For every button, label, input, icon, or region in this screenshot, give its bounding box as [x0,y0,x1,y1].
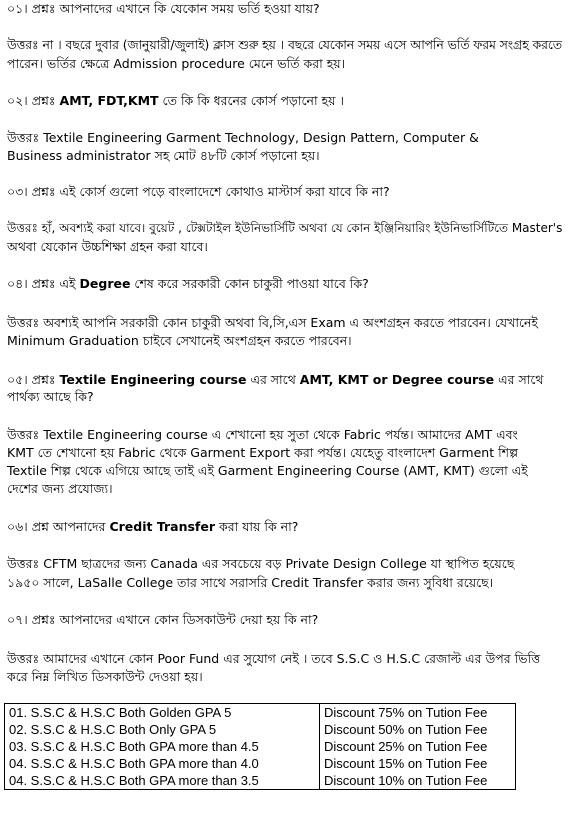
answer-7-line-1: উত্তরঃ আমাদের এখানে কোন Poor Fund এর সুযোগ নেই । তবে S.S.C ও H.S.C রেজাল্ট এর উপর ভিত্তি [7,651,541,666]
answer-5-line-2: KMT তে শেখানো হয় Fabric থেকে Garment Export করা পর্যন্ত। যেহেতু বাংলাদেশ Garment শিল্প [7,445,518,460]
discount-value: Discount 15% on Tution Fee [320,755,516,772]
question-4-bold: Degree [79,276,131,291]
question-2-prefix: ০২। প্রশ্নঃ [7,93,60,108]
discount-criteria: 02. S.S.C & H.S.C Both Only GPA 5 [5,721,320,738]
question-6-prefix: ০৬। প্রশ্ন আপনাদের [7,519,110,534]
question-5-line-2: পার্থক্য আছে কি? [7,389,94,404]
answer-2-line-1: উত্তরঃ Textile Engineering Garment Technology, Design Pattern, Computer & [7,130,479,145]
discount-value: Discount 75% on Tution Fee [320,704,516,722]
answer-1-line-1: উত্তরঃ না । বছরে দুবার (জানুয়ারী/জুলাই) ক্লাস শুরু হয় । বছরে যেকোন সময় এসে আপনি ভর্তি ফরম সংগ্রহ করতে [7,38,562,52]
discount-table [4,703,516,790]
answer-5-line-3: Textile শিল্প থেকে এগিয়ে আছে তাই এই Garment Engineering Course (AMT, KMT) গুলো এই [7,463,528,478]
discount-criteria: 03. S.S.C & H.S.C Both GPA more than 4.5 [5,738,320,755]
answer-3-line-1: উত্তরঃ হাঁ, অবশ্যই করা যাবে। বুয়েট , টেক্সটাইল ইউনিভার্সিটি অথবা যে কোন ইঞ্জিনিয়ারিং ইউনিভার্সিটিতে Master's [7,221,563,235]
question-3: ০৩। প্রশ্নঃ এই কোর্স গুলো পড়ে বাংলাদেশে কোথাও মাস্টার্স করা যাবে কি না? [7,184,390,199]
question-5 [7,371,543,388]
discount-criteria: 04. S.S.C & H.S.C Both GPA more than 4.0 [5,755,320,772]
question-1: ০১। প্রশ্নঃ আপনাদের এখানে কি যেকোন সময় ভর্তি হওয়া যায়? [7,1,320,16]
question-5-bold: Textile Engineering course [59,372,247,387]
question-2-suffix: তে কি কি ধরনের কোর্স পড়ানো হয় । [158,93,344,108]
table-row [5,755,516,772]
answer-5-line-1: উত্তরঃ Textile Engineering course এ শেখানো হয় সুতা থেকে Fabric পর্যন্ত। আমাদের AMT এবং [7,427,518,442]
answer-5-line-4: দেশের জন্য প্রযোজ্য। [7,481,113,496]
question-5-bold-2: AMT, KMT or Degree course [299,372,495,387]
question-5-middle: এর সাথে [246,372,300,387]
table-row [5,772,516,790]
discount-value: Discount 25% on Tution Fee [320,738,516,755]
answer-4-line-1: উত্তরঃ অবশ্যই আপনি সরকারী কোন চাকুরী অথবা বি,সি,এস Exam এ অংশগ্রহন করতে পারবেন। যেখানেই [7,315,538,330]
question-2-bold: AMT, FDT,KMT [59,93,159,108]
answer-4-line-2: Minimum Graduation চাইবে সেখানেই অংশগ্রহন করতে পারবেন। [7,333,352,348]
question-4-suffix: শেষ করে সরকারী কোন চাকুরী পাওয়া যাবে কি? [130,276,369,291]
discount-criteria: 04. S.S.C & H.S.C Both GPA more than 3.5 [5,772,320,790]
question-6-bold: Credit Transfer [109,519,216,534]
table-row [5,738,516,755]
question-2 [7,92,344,109]
answer-7-line-2: করে নিম্ন লিখিত ডিসকাউন্ট দেওয়া হয়। [7,669,203,684]
table-row [5,721,516,738]
answer-6-line-1: উত্তরঃ CFTM ছাত্রদের জন্য Canada এর সবচেয়ে বড় Private Design College যা স্থাপিত হয়েছে [7,556,515,571]
question-6-suffix: করা যায় কি না? [215,519,299,534]
discount-value: Discount 10% on Tution Fee [320,772,516,790]
discount-value: Discount 50% on Tution Fee [320,721,516,738]
table-row [5,704,516,722]
question-4-prefix: ০৪। প্রশ্নঃ এই [7,276,80,291]
question-4 [7,275,369,292]
answer-6-line-2: ১৯৫০ সালে, LaSalle College তার সাথে সরাসরি Credit Transfer করার জন্য সুবিধা রয়েছে। [7,575,494,590]
question-5-suffix: এর সাথে [494,372,544,387]
discount-criteria: 01. S.S.C & H.S.C Both Golden GPA 5 [5,704,320,722]
question-6 [7,518,298,535]
question-7: ০৭। প্রশ্নঃ আপনাদের এখানে কোন ডিসকাউন্ট দেয়া হয় কি না? [7,612,319,627]
answer-3-line-2: অথবা যেকোন উচ্চশিক্ষা গ্রহন করা যাবে। [7,239,208,254]
answer-1-line-2: পারেন। ভর্তির ক্ষেত্রে Admission procedure মেনে ভর্তি করা হয়। [7,56,346,71]
question-5-prefix: ০৫। প্রশ্নঃ [7,372,60,387]
answer-2-line-2: Business administrator সহ মোট ৪৮টি কোর্স পড়ানো হয়। [7,148,320,163]
